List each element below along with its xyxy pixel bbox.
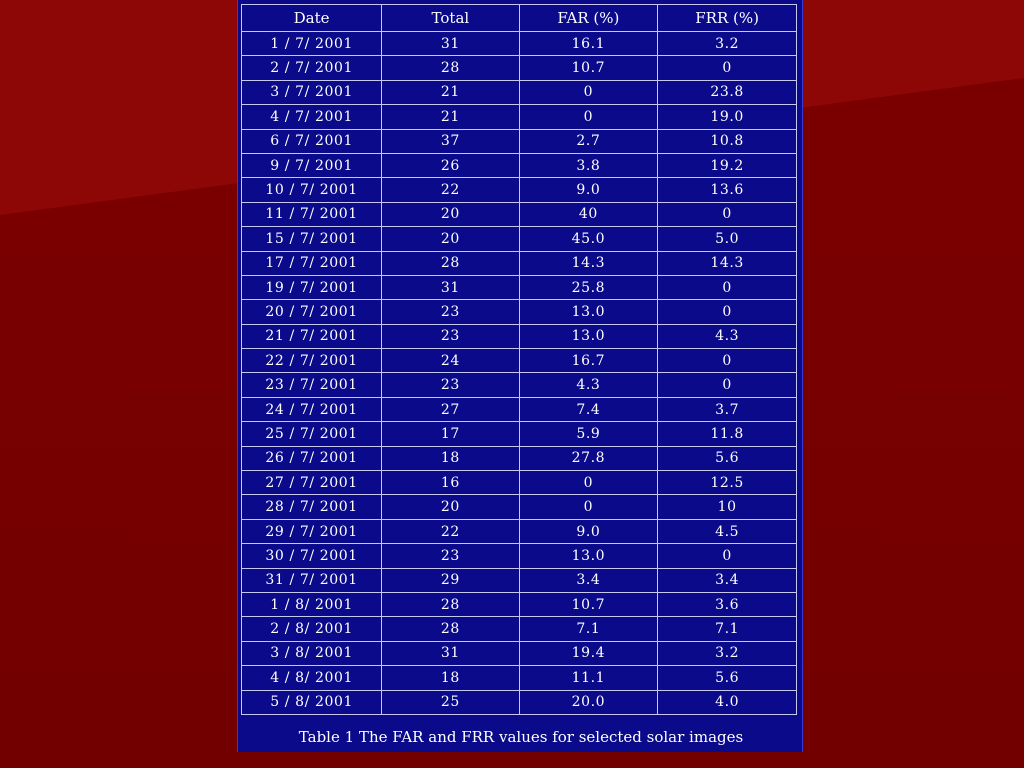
frr-cell: 5.6 — [658, 446, 797, 470]
total-cell: 23 — [382, 324, 519, 348]
frr-cell: 0 — [658, 349, 797, 373]
table-row — [242, 641, 797, 665]
table-row — [242, 153, 797, 177]
frr-cell: 4.5 — [658, 519, 797, 543]
far-cell: 2.7 — [519, 129, 658, 153]
table-row — [242, 300, 797, 324]
date-cell: 4 / 7/ 2001 — [242, 105, 382, 129]
frr-cell: 3.6 — [658, 592, 797, 616]
far-cell: 27.8 — [519, 446, 658, 470]
frr-cell: 0 — [658, 202, 797, 226]
frr-cell: 10 — [658, 495, 797, 519]
total-cell: 27 — [382, 397, 519, 421]
far-cell: 16.7 — [519, 349, 658, 373]
table-row — [242, 495, 797, 519]
total-cell: 23 — [382, 373, 519, 397]
frr-cell: 3.2 — [658, 32, 797, 56]
far-cell: 25.8 — [519, 275, 658, 299]
far-cell: 13.0 — [519, 324, 658, 348]
table-row — [242, 446, 797, 470]
column-header-date: Date — [242, 5, 382, 32]
far-cell: 10.7 — [519, 592, 658, 616]
date-cell: 4 / 8/ 2001 — [242, 666, 382, 690]
total-cell: 28 — [382, 592, 519, 616]
far-cell: 16.1 — [519, 32, 658, 56]
date-cell: 2 / 7/ 2001 — [242, 56, 382, 80]
total-cell: 21 — [382, 80, 519, 104]
frr-cell: 3.7 — [658, 397, 797, 421]
total-cell: 31 — [382, 32, 519, 56]
frr-cell: 4.0 — [658, 690, 797, 714]
column-header-far: FAR (%) — [519, 5, 658, 32]
date-cell: 24 / 7/ 2001 — [242, 397, 382, 421]
date-cell: 23 / 7/ 2001 — [242, 373, 382, 397]
table-row — [242, 568, 797, 592]
far-cell: 0 — [519, 80, 658, 104]
total-cell: 28 — [382, 251, 519, 275]
total-cell: 20 — [382, 495, 519, 519]
date-cell: 31 / 7/ 2001 — [242, 568, 382, 592]
far-cell: 4.3 — [519, 373, 658, 397]
total-cell: 23 — [382, 300, 519, 324]
table-row — [242, 592, 797, 616]
date-cell: 22 / 7/ 2001 — [242, 349, 382, 373]
frr-cell: 0 — [658, 300, 797, 324]
column-header-frr: FRR (%) — [658, 5, 797, 32]
table-row — [242, 422, 797, 446]
table-row — [242, 202, 797, 226]
far-cell: 40 — [519, 202, 658, 226]
table-row — [242, 617, 797, 641]
table-row — [242, 519, 797, 543]
total-cell: 20 — [382, 202, 519, 226]
date-cell: 28 / 7/ 2001 — [242, 495, 382, 519]
total-cell: 28 — [382, 617, 519, 641]
date-cell: 2 / 8/ 2001 — [242, 617, 382, 641]
table-row — [242, 105, 797, 129]
far-cell: 3.8 — [519, 153, 658, 177]
frr-cell: 4.3 — [658, 324, 797, 348]
frr-cell: 10.8 — [658, 129, 797, 153]
total-cell: 20 — [382, 227, 519, 251]
far-cell: 5.9 — [519, 422, 658, 446]
table-caption: Table 1 The FAR and FRR values for selected solar images — [298, 728, 744, 746]
far-cell: 13.0 — [519, 544, 658, 568]
far-cell: 19.4 — [519, 641, 658, 665]
total-cell: 31 — [382, 275, 519, 299]
frr-cell: 0 — [658, 373, 797, 397]
table-row — [242, 32, 797, 56]
total-cell: 25 — [382, 690, 519, 714]
date-cell: 11 / 7/ 2001 — [242, 202, 382, 226]
date-cell: 10 / 7/ 2001 — [242, 178, 382, 202]
date-cell: 6 / 7/ 2001 — [242, 129, 382, 153]
far-cell: 14.3 — [519, 251, 658, 275]
table-row — [242, 373, 797, 397]
frr-cell: 19.2 — [658, 153, 797, 177]
far-cell: 0 — [519, 105, 658, 129]
frr-cell: 3.2 — [658, 641, 797, 665]
table-row — [242, 129, 797, 153]
far-cell: 20.0 — [519, 690, 658, 714]
frr-cell: 11.8 — [658, 422, 797, 446]
date-cell: 1 / 8/ 2001 — [242, 592, 382, 616]
far-cell: 7.4 — [519, 397, 658, 421]
table-header-row — [242, 5, 797, 32]
total-cell: 16 — [382, 471, 519, 495]
frr-cell: 23.8 — [658, 80, 797, 104]
date-cell: 3 / 7/ 2001 — [242, 80, 382, 104]
total-cell: 17 — [382, 422, 519, 446]
frr-cell: 13.6 — [658, 178, 797, 202]
far-cell: 9.0 — [519, 178, 658, 202]
far-cell: 10.7 — [519, 56, 658, 80]
frr-cell: 19.0 — [658, 105, 797, 129]
date-cell: 9 / 7/ 2001 — [242, 153, 382, 177]
date-cell: 21 / 7/ 2001 — [242, 324, 382, 348]
table-row — [242, 251, 797, 275]
total-cell: 28 — [382, 56, 519, 80]
total-cell: 18 — [382, 666, 519, 690]
far-cell: 0 — [519, 495, 658, 519]
table-row — [242, 471, 797, 495]
date-cell: 19 / 7/ 2001 — [242, 275, 382, 299]
table-row — [242, 397, 797, 421]
total-cell: 22 — [382, 178, 519, 202]
far-cell: 3.4 — [519, 568, 658, 592]
frr-cell: 14.3 — [658, 251, 797, 275]
table-row — [242, 324, 797, 348]
total-cell: 18 — [382, 446, 519, 470]
frr-cell: 0 — [658, 544, 797, 568]
table-row — [242, 178, 797, 202]
total-cell: 24 — [382, 349, 519, 373]
table-row — [242, 666, 797, 690]
date-cell: 25 / 7/ 2001 — [242, 422, 382, 446]
table-row — [242, 544, 797, 568]
table-row — [242, 80, 797, 104]
column-header-total: Total — [382, 5, 519, 32]
far-cell: 0 — [519, 471, 658, 495]
table-panel — [237, 0, 803, 752]
frr-cell: 7.1 — [658, 617, 797, 641]
table-body — [242, 32, 797, 715]
frr-cell: 5.6 — [658, 666, 797, 690]
date-cell: 5 / 8/ 2001 — [242, 690, 382, 714]
total-cell: 22 — [382, 519, 519, 543]
date-cell: 1 / 7/ 2001 — [242, 32, 382, 56]
date-cell: 3 / 8/ 2001 — [242, 641, 382, 665]
date-cell: 15 / 7/ 2001 — [242, 227, 382, 251]
date-cell: 29 / 7/ 2001 — [242, 519, 382, 543]
frr-cell: 5.0 — [658, 227, 797, 251]
frr-cell: 12.5 — [658, 471, 797, 495]
table-row — [242, 227, 797, 251]
date-cell: 30 / 7/ 2001 — [242, 544, 382, 568]
date-cell: 26 / 7/ 2001 — [242, 446, 382, 470]
far-frr-table — [241, 4, 797, 715]
frr-cell: 0 — [658, 56, 797, 80]
far-cell: 45.0 — [519, 227, 658, 251]
table-row — [242, 56, 797, 80]
total-cell: 29 — [382, 568, 519, 592]
far-cell: 11.1 — [519, 666, 658, 690]
table-row — [242, 690, 797, 714]
frr-cell: 0 — [658, 275, 797, 299]
date-cell: 20 / 7/ 2001 — [242, 300, 382, 324]
total-cell: 37 — [382, 129, 519, 153]
total-cell: 26 — [382, 153, 519, 177]
far-cell: 7.1 — [519, 617, 658, 641]
table-row — [242, 349, 797, 373]
date-cell: 27 / 7/ 2001 — [242, 471, 382, 495]
far-cell: 9.0 — [519, 519, 658, 543]
frr-cell: 3.4 — [658, 568, 797, 592]
far-cell: 13.0 — [519, 300, 658, 324]
total-cell: 31 — [382, 641, 519, 665]
date-cell: 17 / 7/ 2001 — [242, 251, 382, 275]
table-row — [242, 275, 797, 299]
total-cell: 21 — [382, 105, 519, 129]
total-cell: 23 — [382, 544, 519, 568]
